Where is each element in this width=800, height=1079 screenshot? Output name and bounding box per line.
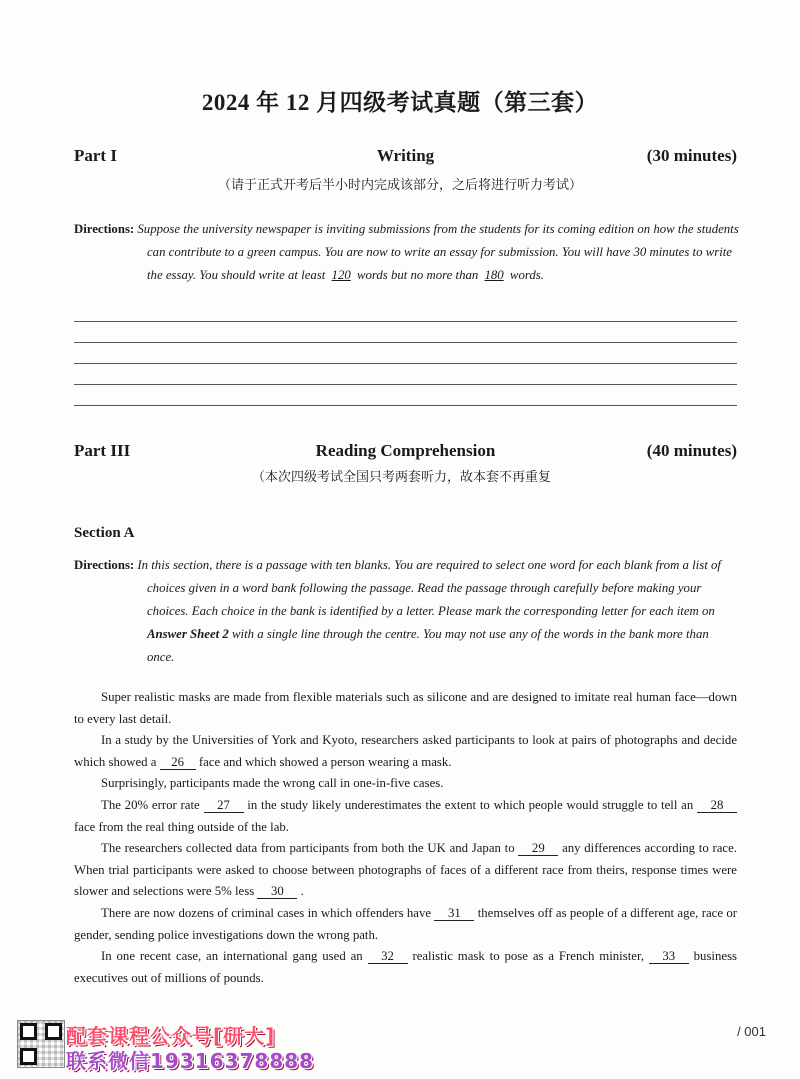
part-3-note: （本次四级考试全国只考两套听力，故本套不再重复 [252, 469, 552, 484]
page-title: 2024 年 12 月四级考试真题（第三套） [201, 90, 599, 115]
directions-label: Directions: [74, 558, 135, 572]
min-words: 120 [331, 268, 351, 282]
watermark-line-1: 配套课程公众号[研大] [66, 1024, 276, 1048]
passage-paragraph: In a study by the Universities of York and Kyoto, researchers asked participants to look at pairs of photographs and decide which showed a 26 face and which showed a person wearing a mask. [74, 733, 737, 769]
answer-line [74, 405, 737, 406]
directions-text: words. [509, 268, 544, 282]
blank-32[interactable]: 32 [368, 949, 408, 964]
directions-text: with a single line through the centre. You may not use any of the words in the bank more than once. [147, 627, 709, 664]
part-3-header [74, 441, 737, 467]
answer-line [74, 384, 737, 385]
passage-paragraph: There are now dozens of criminal cases in which offenders have 31 themselves off as people of a different age, race or gender, sending police investigations down the wrong path. [74, 905, 737, 942]
section-a-directions [74, 554, 739, 669]
passage-paragraph: Super realistic masks are made from flexible materials such as silicone and are designed to imitate real human face—down to every last detail. [74, 690, 737, 726]
directions-label: Directions: [74, 222, 135, 236]
watermark-line-2: 联系微信19316378888 [66, 1049, 315, 1073]
passage-paragraph: Surprisingly, participants made the wrong call in one-in-five cases. [101, 776, 444, 791]
page-number: / 001 [737, 1024, 766, 1039]
part-3-time: (40 minutes) [646, 441, 737, 460]
passage-paragraph: In one recent case, an international gang used an 32 realistic mask to pose as a French minister, 33 business executives out of millions of pounds. [74, 949, 738, 985]
blank-31[interactable]: 31 [434, 906, 474, 921]
passage-paragraph: The researchers collected data from participants from both the UK and Japan to 29 any differences according to race. When trial participants were asked to choose between photographs of faces of a different race from theirs, response times were slower and selections were 5% less 30 . [74, 841, 737, 899]
part-1-note: （请于正式开考后半小时内完成该部分，之后将进行听力考试） [217, 177, 582, 192]
answer-sheet-ref: Answer Sheet 2 [147, 627, 229, 641]
directions-text: In this section, there is a passage with ten blanks. You are required to select one word for each blank from a list of choices given in a word bank following the passage. Read the passage through carefully before making your choices. Each choice in the bank is identified by a letter. Please mark the corresponding letter for each item on [137, 558, 721, 618]
answer-line [74, 342, 737, 343]
part-1-time: (30 minutes) [646, 146, 737, 165]
answer-line [74, 363, 737, 364]
directions-text: words but no more than [356, 268, 479, 282]
directions-text: Suppose the university newspaper is inviting submissions from the students for its coming edition on how the students can contribute to a green campus. You are now to write an essay for submission. You will have 30 minutes to write the essay. You should write at least [137, 222, 739, 282]
part-1-name: Writing [376, 146, 435, 165]
part-3-label: Part III [74, 441, 131, 460]
writing-directions [74, 218, 739, 287]
part-1-label: Part I [74, 146, 117, 165]
part-3-name: Reading Comprehension [315, 441, 496, 460]
answer-line [74, 321, 737, 322]
blank-30[interactable]: 30 [257, 884, 297, 899]
blank-27[interactable]: 27 [204, 798, 244, 813]
section-a-heading: Section A [74, 525, 135, 541]
blank-28[interactable]: 28 [697, 798, 737, 813]
blank-26[interactable]: 26 [160, 755, 196, 770]
passage-paragraph: The 20% error rate 27 in the study likely underestimates the extent to which people would struggle to tell an 28 face from the real thing outside of the lab. [74, 795, 737, 838]
blank-29[interactable]: 29 [518, 841, 558, 856]
part-1-header [74, 146, 737, 172]
max-words: 180 [484, 268, 504, 282]
qr-code-icon [17, 1020, 65, 1068]
reading-passage [74, 687, 737, 989]
blank-33[interactable]: 33 [649, 949, 689, 964]
